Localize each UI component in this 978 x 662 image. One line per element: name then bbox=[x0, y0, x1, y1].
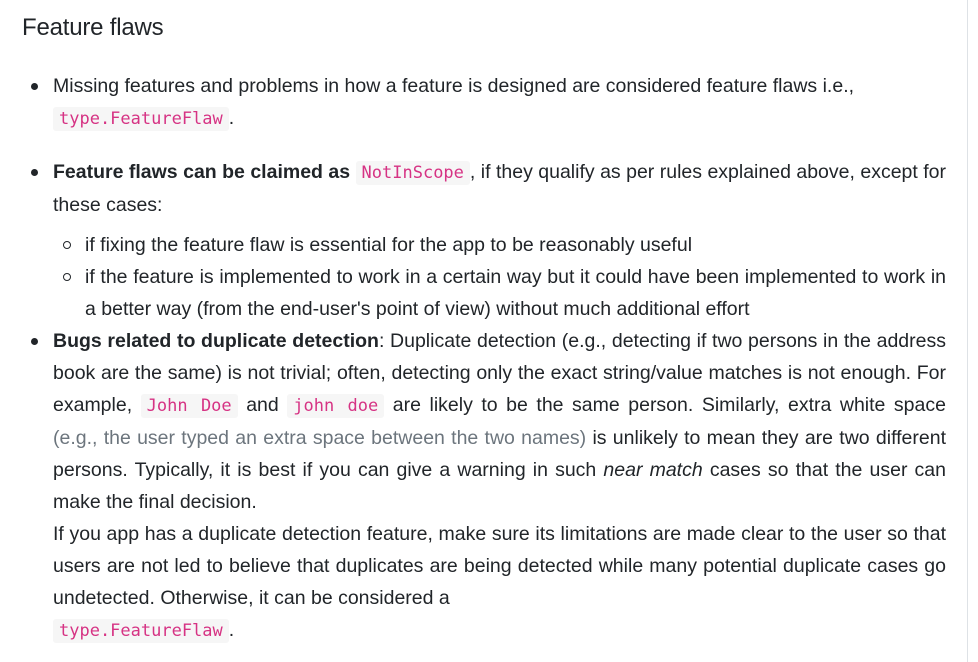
exceptions-sublist bbox=[53, 229, 946, 325]
bullet-icon bbox=[31, 169, 38, 176]
inline-code: type.FeatureFlaw bbox=[53, 619, 229, 643]
muted-text: (e.g., the user typed an extra space between the two names) bbox=[53, 427, 587, 449]
sublist-item-text: if the feature is implemented to work in a certain way but it could have been implemented to work in a better way (from the end-user's point of view) without much additional effort bbox=[85, 266, 946, 320]
item-text: Missing features and problems in how a feature is designed are considered feature flaws i.e., bbox=[53, 75, 855, 97]
punctuation: . bbox=[228, 619, 235, 641]
sublist-item-text: if fixing the feature flaw is essential for the app to be reasonably useful bbox=[85, 234, 693, 256]
item-bold-lead: Bugs related to duplicate detection bbox=[53, 330, 379, 352]
page-edge bbox=[968, 0, 978, 662]
bullet-icon bbox=[31, 83, 38, 90]
bullet-icon bbox=[31, 338, 38, 345]
list-item-not-in-scope bbox=[0, 156, 946, 325]
item-text: , if they qualify as per rules explained above, except for these cases: bbox=[53, 161, 947, 216]
inline-code: john doe bbox=[287, 394, 384, 418]
sublist-item bbox=[53, 229, 946, 261]
item-paragraph-2: If you app has a duplicate detection feature, make sure its limitations are made clear to the user so that users are not led to believe that duplicates are being detected while many potential duplicate cases go undetected. Otherwise, it can be considered a bbox=[53, 523, 946, 609]
section-heading: Feature flaws bbox=[22, 14, 164, 41]
circle-bullet-icon bbox=[63, 273, 71, 281]
feature-flaws-list bbox=[0, 70, 946, 647]
item-text: are likely to be the same person. Similarly, extra white space bbox=[392, 394, 946, 416]
sublist-item bbox=[53, 261, 946, 325]
list-item-duplicate-detection bbox=[0, 325, 946, 647]
punctuation: . bbox=[228, 107, 235, 129]
inline-code: John Doe bbox=[141, 394, 238, 418]
item-text: cases so that the user can make the final decision. bbox=[53, 459, 946, 513]
page-edge-rule bbox=[967, 0, 968, 662]
item-text: is unlikely to mean they are two different persons. Typically, it is best if you can give a warning in such bbox=[53, 427, 946, 481]
item-text: and bbox=[246, 394, 279, 416]
inline-code: type.FeatureFlaw bbox=[53, 107, 229, 131]
item-text: : Duplicate detection (e.g., detecting if two persons in the address book are the same) is not trivial; often, detecting only the exact string/value matches is not enough. For example, bbox=[53, 330, 946, 416]
item-bold-lead: Feature flaws can be claimed as bbox=[53, 161, 351, 183]
circle-bullet-icon bbox=[63, 241, 71, 249]
inline-code: NotInScope bbox=[356, 161, 470, 185]
emphasis-text: near match bbox=[603, 459, 703, 481]
list-item-feature-flaw-definition bbox=[0, 70, 946, 135]
